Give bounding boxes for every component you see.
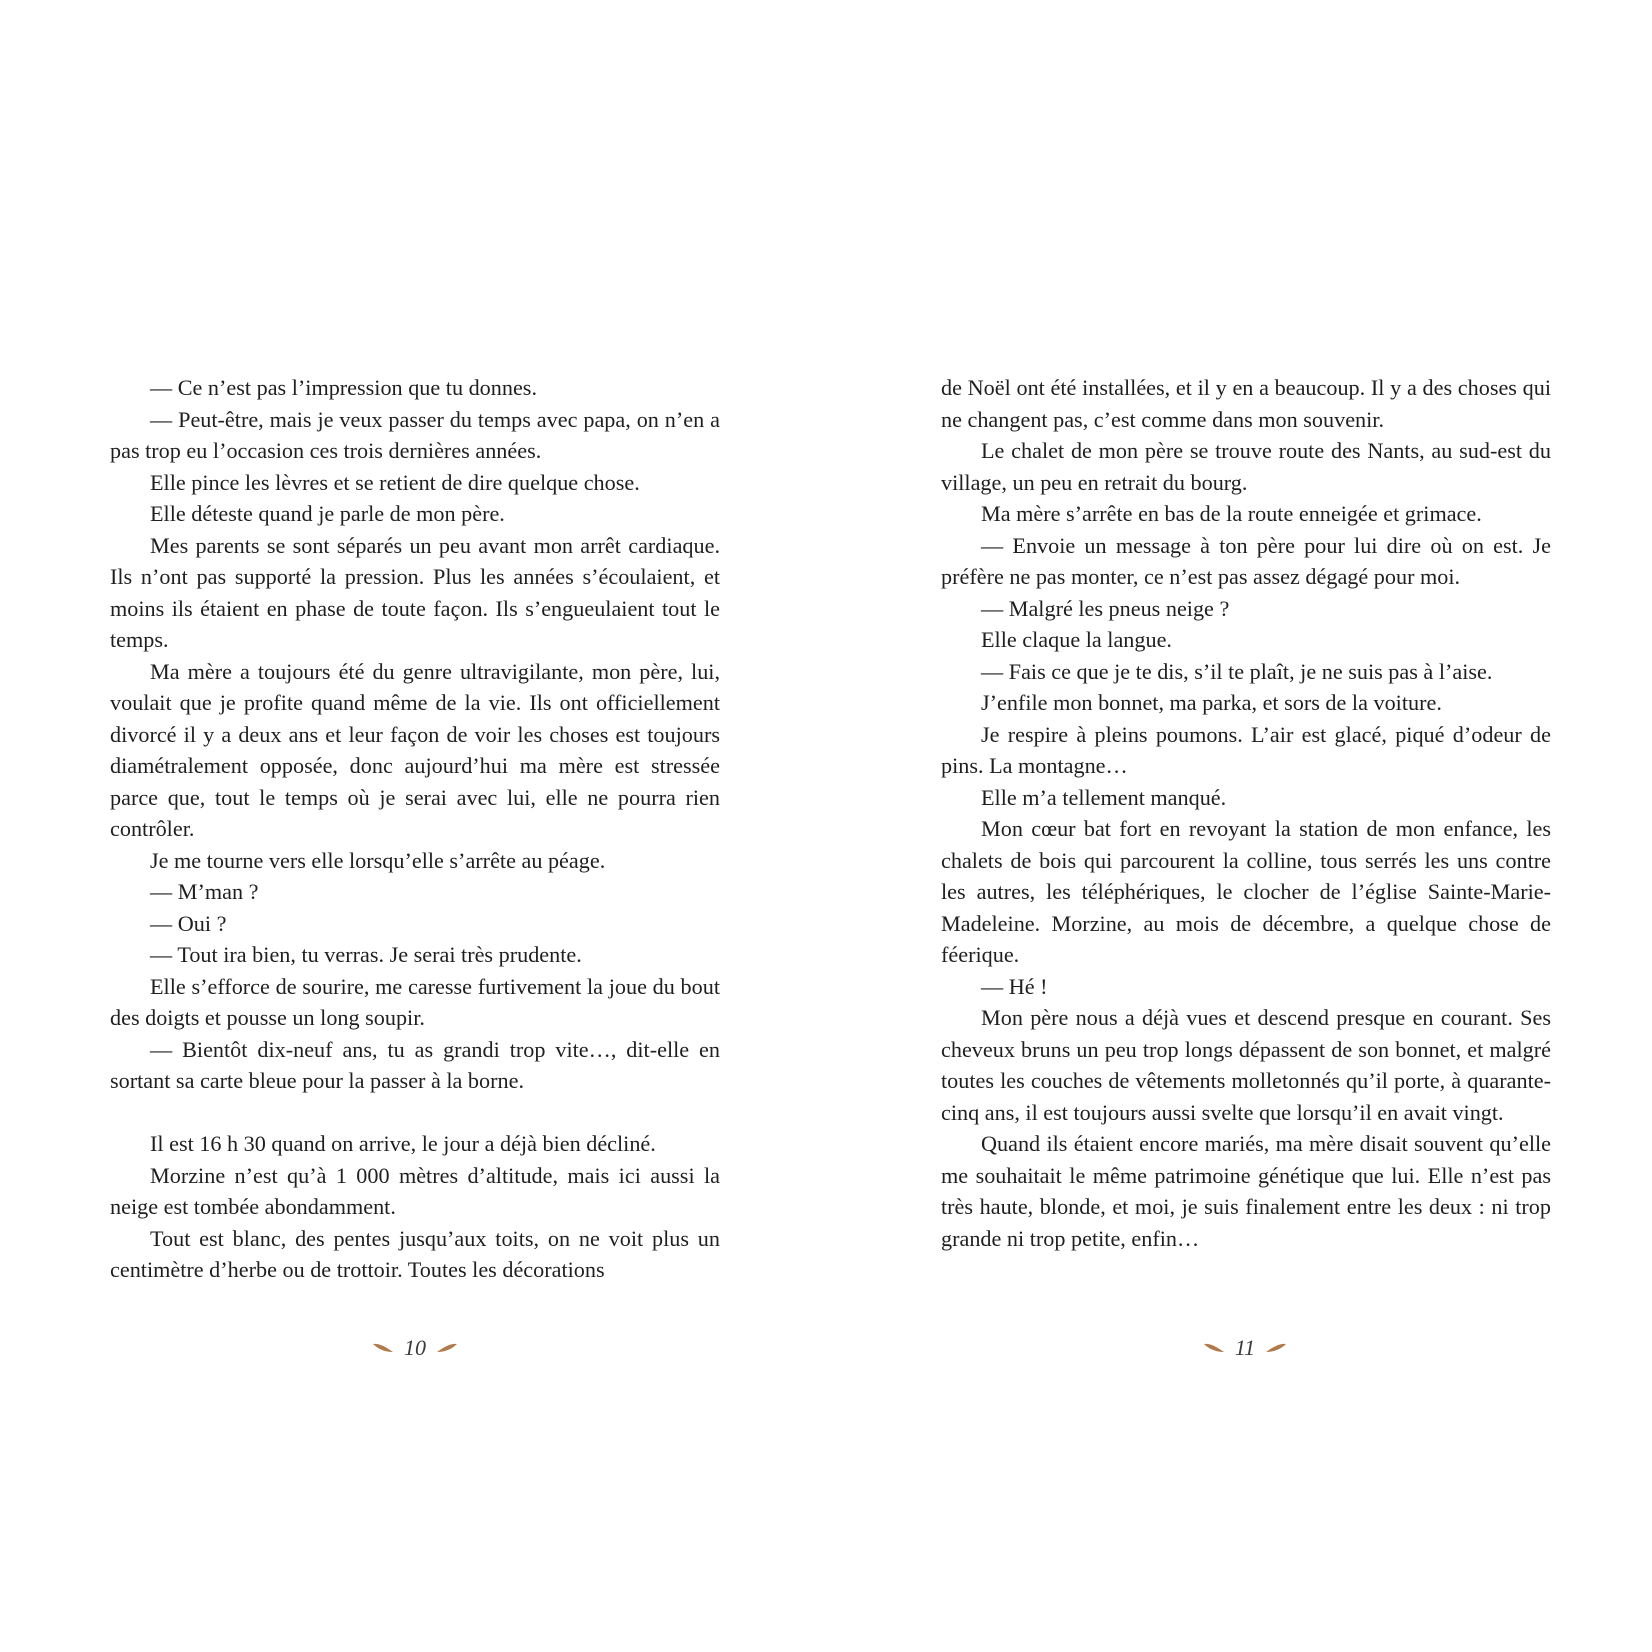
paragraph: — M’man ?	[150, 879, 259, 904]
paragraph: — Malgré les pneus neige ?	[981, 595, 1230, 621]
paragraph: Elle pince les lèvres et se retient de dire quelque chose.	[150, 469, 640, 495]
paragraph: Tout est blanc, des pentes jusqu’aux toits, on ne voit plus un centimètre d’herbe ou de trottoir. Toutes les décorations	[110, 1225, 720, 1282]
right-page-number	[1170, 1335, 1320, 1361]
page-number: 10	[404, 1335, 426, 1360]
leaf-icon	[1265, 1342, 1287, 1354]
paragraph: Je respire à pleins poumons. L’air est glacé, piqué d’odeur de pins. La montagne…	[941, 721, 1551, 778]
left-page-number	[340, 1335, 490, 1361]
paragraph: Elle claque la langue.	[981, 627, 1172, 652]
paragraph: — Fais ce que je te dis, s’il te plaît, je ne suis pas à l’aise.	[981, 658, 1493, 684]
paragraph: Quand ils étaient encore mariés, ma mère disait souvent qu’elle me souhaitait le même patrimoine génétique que lui. Elle n’est pas très haute, blonde, et moi, je suis finalement entre les deux : ni trop grande ni trop petite, enfin…	[941, 1131, 1551, 1251]
paragraph: Ma mère s’arrête en bas de la route enneigée et grimace.	[981, 501, 1482, 526]
paragraph: Mon cœur bat fort en revoyant la station de mon enfance, les chalets de bois qui parcourent la colline, tous serrés les uns contre les autres, les téléphériques, le clocher de l’église Sainte-Marie-Madeleine. Morzine, au mois de décembre, a quelque chose de féerique.	[941, 816, 1551, 967]
paragraph: — Oui ?	[150, 910, 227, 936]
page-number: 11	[1234, 1335, 1256, 1360]
left-page	[110, 372, 720, 1286]
paragraph: — Tout ira bien, tu verras. Je serai très prudente.	[150, 942, 582, 967]
paragraph: Morzine n’est qu’à 1 000 mètres d’altitude, mais ici aussi la neige est tombée abondamment.	[110, 1162, 720, 1219]
paragraph: Mon père nous a déjà vues et descend presque en courant. Ses cheveux bruns un peu trop longs dépassent de son bonnet, et malgré toutes les couches de vêtements molletonnés qu’il porte, à quarante-cinq ans, il est toujours aussi svelte que lorsqu’il en avait vingt.	[941, 1005, 1551, 1125]
leaf-icon	[372, 1342, 394, 1354]
paragraph: Le chalet de mon père se trouve route des Nants, au sud-est du village, un peu en retrait du bourg.	[941, 438, 1551, 495]
paragraph: Mes parents se sont séparés un peu avant mon arrêt cardiaque. Ils n’ont pas supporté la pression. Plus les années s’écoulaient, et moins ils étaient en phase de toute façon. Ils s’engueulaient tout le temps.	[110, 532, 720, 652]
paragraph: Il est 16 h 30 quand on arrive, le jour a déjà bien décliné.	[150, 1131, 656, 1156]
paragraph: — Hé !	[981, 973, 1048, 999]
paragraph: J’enfile mon bonnet, ma parka, et sors de la voiture.	[981, 690, 1442, 715]
paragraph: Elle m’a tellement manqué.	[981, 784, 1227, 810]
paragraph: — Ce n’est pas l’impression que tu donnes.	[150, 375, 537, 400]
paragraph: de Noël ont été installées, et il y en a beaucoup. Il y a des choses qui ne changent pas, c’est comme dans mon souvenir.	[941, 375, 1551, 432]
left-page-text	[110, 372, 720, 1286]
leaf-icon	[1203, 1342, 1225, 1354]
leaf-icon	[436, 1342, 458, 1354]
right-page	[941, 372, 1551, 1254]
right-page-text	[941, 372, 1551, 1254]
paragraph: — Envoie un message à ton père pour lui dire où on est. Je préfère ne pas monter, ce n’est pas assez dégagé pour moi.	[941, 532, 1551, 589]
paragraph: — Bientôt dix-neuf ans, tu as grandi trop vite…, dit-elle en sortant sa carte bleue pour la passer à la borne.	[110, 1036, 720, 1093]
paragraph: Elle s’efforce de sourire, me caresse furtivement la joue du bout des doigts et pousse un long soupir.	[110, 973, 720, 1030]
paragraph: Ma mère a toujours été du genre ultravigilante, mon père, lui, voulait que je profite quand même de la vie. Ils ont officiellement divorcé il y a deux ans et leur façon de voir les choses est toujours diamétralement opposée, donc aujourd’hui ma mère est stressée parce que, tout le temps où je serai avec lui, elle ne pourra rien contrôler.	[110, 658, 720, 841]
paragraph: Elle déteste quand je parle de mon père.	[150, 501, 505, 526]
paragraph: — Peut-être, mais je veux passer du temps avec papa, on n’en a pas trop eu l’occasion ces trois dernières années.	[110, 406, 720, 463]
paragraph: Je me tourne vers elle lorsqu’elle s’arrête au péage.	[150, 847, 606, 873]
